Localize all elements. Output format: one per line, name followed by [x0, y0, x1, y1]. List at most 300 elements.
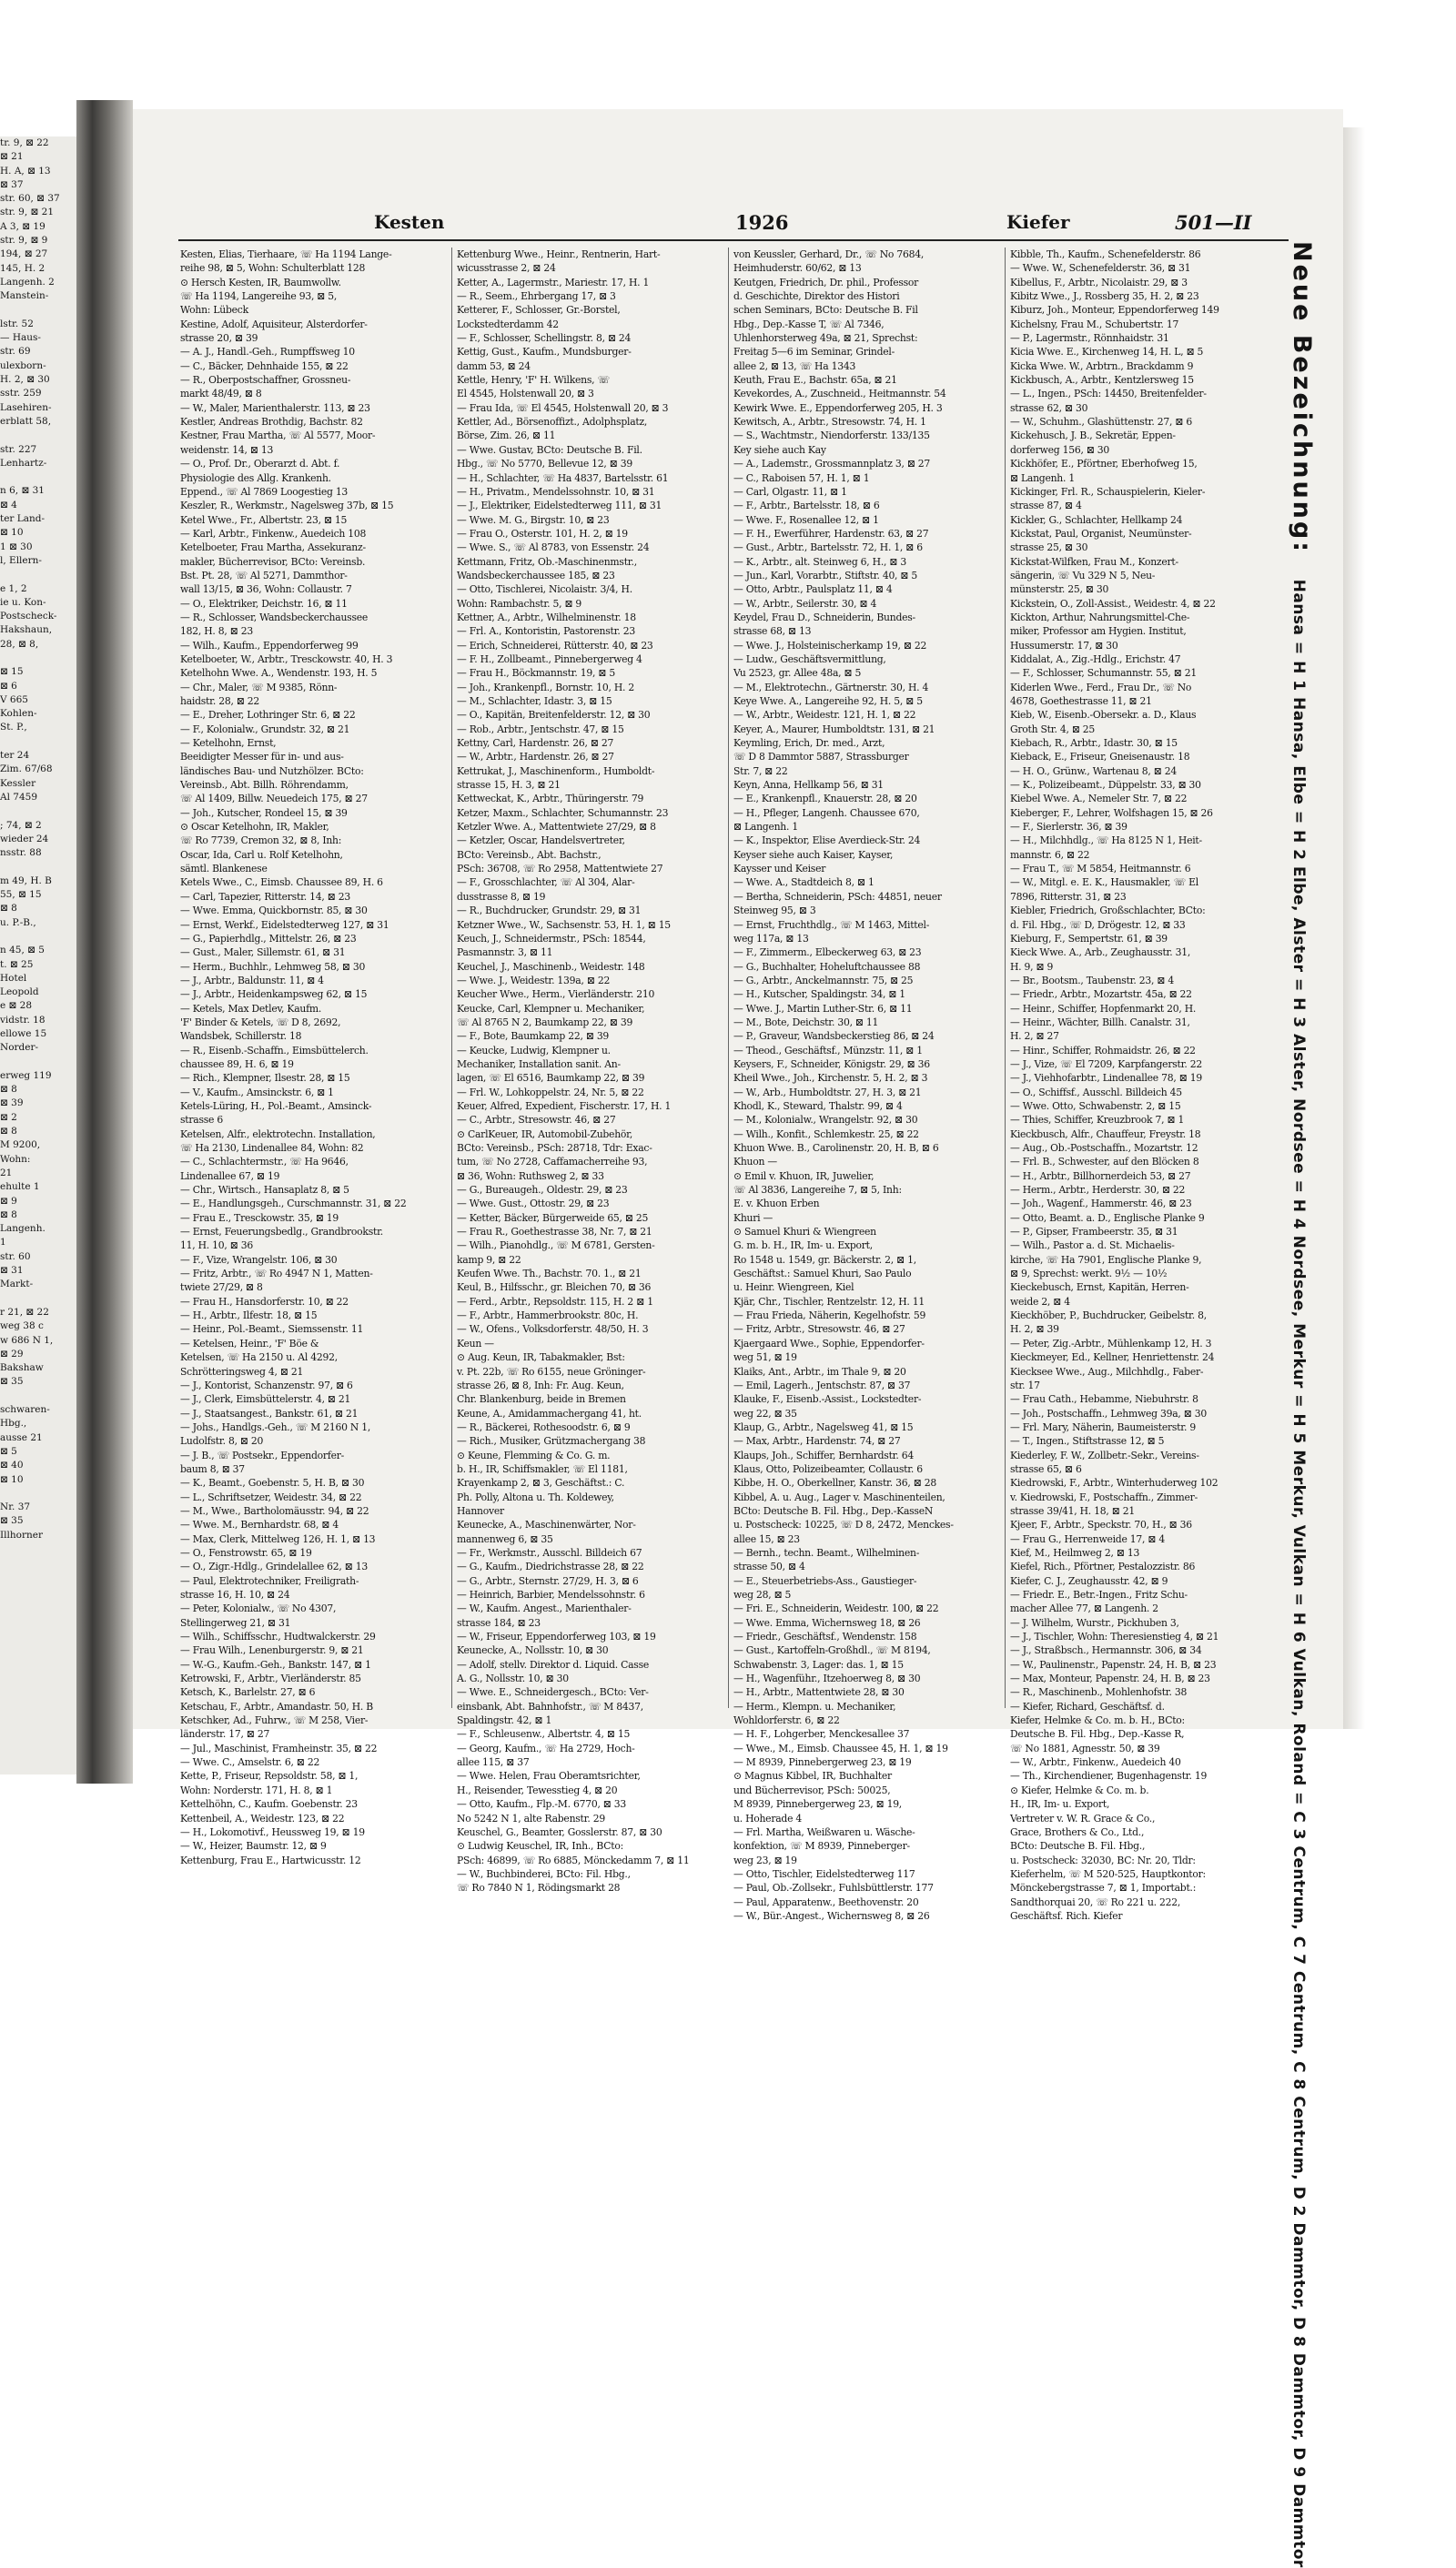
- directory-entry-line: — J., Straßbsch., Hermannstr. 306, ⊠ 34: [1010, 1644, 1202, 1657]
- left-page-fragment: ie u. Kon-: [0, 596, 46, 608]
- directory-entry-line: Kiefer, Helmke & Co. m. b. H., BCto:: [1010, 1714, 1185, 1727]
- directory-entry-line: u. Hoherade 4: [733, 1812, 803, 1825]
- directory-entry-line: Keydel, Frau D., Schneiderin, Bundes-: [733, 611, 915, 623]
- directory-entry-line: — M., Schlachter, Idastr. 3, ⊠ 15: [457, 695, 612, 707]
- directory-entry-line: strasse 20, ⊠ 39: [180, 332, 258, 345]
- directory-entry-line: — F., Schleusenw., Albertstr. 4, ⊠ 15: [457, 1728, 631, 1741]
- directory-entry-line: Keuth, Frau E., Bachstr. 65a, ⊠ 21: [733, 374, 897, 387]
- directory-entry-line: — Paul, Ob.-Zollsekr., Fuhlsbüttlerstr. 177: [733, 1882, 934, 1895]
- header-rule: [178, 239, 1289, 241]
- directory-entry-line: Keuschel, G., Beamter, Gosslerstr. 87, ⊠ 30: [457, 1825, 662, 1838]
- left-page-fragment: ⊠ 35: [0, 1376, 24, 1388]
- directory-entry-line: Ketzer, Maxm., Schlachter, Schumannstr. 23: [457, 806, 669, 819]
- directory-entry-line: Kettrukat, J., Maschinenform., Humboldt-: [457, 764, 655, 777]
- directory-entry-line: und Bücherrevisor, PSch: 50025,: [733, 1784, 891, 1796]
- directory-entry-line: — Jun., Karl, Vorarbtr., Stiftstr. 40, ⊠ 5: [733, 569, 918, 581]
- left-page-fragment: ⊠ 8: [0, 1084, 17, 1096]
- directory-entry-line: ☏ Ha 2130, Lindenallee 84, Wohn: 82: [180, 1142, 364, 1154]
- left-page-fragment: Hakshaun,: [0, 624, 53, 636]
- directory-entry-line: — Emil, Lagerh., Jentschstr. 87, ⊠ 37: [733, 1379, 911, 1391]
- directory-entry-line: — L., Schriftsetzer, Weidestr. 34, ⊠ 22: [180, 1491, 362, 1503]
- directory-entry-line: Kevekordes, A., Zuschneid., Heitmannstr. 54: [733, 388, 946, 400]
- directory-entry-line: Beeidigter Messer für in- und aus-: [180, 751, 344, 763]
- directory-entry-line: 4678, Goethestrasse 11, ⊠ 21: [1010, 695, 1152, 707]
- directory-entry-line: — Wwe. M., Bernhardstr. 68, ⊠ 4: [180, 1519, 339, 1532]
- directory-entry-line: ☏ Ro 7840 N 1, Rödingsmarkt 28: [457, 1882, 621, 1895]
- column-divider: [1005, 248, 1006, 1708]
- left-page-fragment: Leopold: [0, 986, 39, 998]
- left-page-fragment: Nr. 37: [0, 1501, 31, 1513]
- directory-entry-line: — Herm., Buchhlr., Lehmweg 58, ⊠ 30: [180, 960, 366, 973]
- directory-entry-line: — T., Ingen., Stiftstrasse 12, ⊠ 5: [1010, 1435, 1165, 1448]
- directory-entry-line: — R., Oberpostschaffner, Grossneu-: [180, 374, 351, 387]
- directory-entry-line: — W., Arb., Humboldtstr. 27, H. 3, ⊠ 21: [733, 1086, 922, 1098]
- left-page-fragment: [0, 1390, 76, 1403]
- directory-entry-line: Wohn: Norderstr. 171, H. 8, ⊠ 1: [180, 1784, 333, 1796]
- left-page-fragment: ⊠ 10: [0, 527, 24, 539]
- directory-entry-line: v. Pt. 22b, ☏ Ro 6155, neue Gröninger-: [457, 1365, 646, 1378]
- directory-entry-line: Kieckmeyer, Ed., Kellner, Henriettenstr. 24: [1010, 1351, 1215, 1364]
- directory-entry-line: — H., Schlachter, ☏ Ha 4837, Bartelsstr. 61: [457, 471, 669, 484]
- directory-entry-line: weidenstr. 14, ⊠ 13: [180, 443, 274, 456]
- directory-entry-line: Kichelsny, Frau M., Schubertstr. 17: [1010, 318, 1179, 330]
- directory-entry-line: Vereinsb., Abt. Billh. Röhrendamm,: [180, 779, 349, 792]
- directory-entry-line: — Joh., Krankenpfl., Bornstr. 10, H. 2: [457, 681, 634, 693]
- left-page-fragment: H. A, ⊠ 13: [0, 165, 51, 177]
- directory-entry-line: E. v. Khuon Erben: [733, 1198, 820, 1210]
- directory-entry-line: Geschäftst.: Samuel Khuri, Sao Paulo: [733, 1268, 912, 1280]
- directory-entry-line: mannstr. 6, ⊠ 22: [1010, 848, 1090, 861]
- directory-entry-line: — Wwe. S., ☏ Al 8783, von Essenstr. 24: [457, 541, 650, 554]
- directory-entry-line: — J. Wilhelm, Wurstr., Pickhuben 3,: [1010, 1616, 1179, 1629]
- directory-entry-line: Kieb, W., Eisenb.-Obersekr. a. D., Klaus: [1010, 709, 1197, 722]
- directory-entry-line: — Fr., Werkmstr., Ausschl. Billdeich 67: [457, 1546, 642, 1559]
- directory-entry-line: Ketzler Wwe. A., Mattentwiete 27/29, ⊠ 8: [457, 821, 656, 834]
- left-page-fragment: V 665: [0, 693, 28, 705]
- directory-entry-line: d. Geschichte, Direktor des Histori: [733, 290, 900, 303]
- directory-entry-line: strasse 39/41, H. 18, ⊠ 21: [1010, 1504, 1135, 1517]
- left-page-fragment: ⊠ 15: [0, 666, 24, 678]
- directory-entry-line: u. Heinr. Wiengreen, Kiel: [733, 1281, 854, 1294]
- directory-entry-line: mannenweg 6, ⊠ 35: [457, 1532, 553, 1545]
- directory-entry-line: Ro 1548 u. 1549, gr. Bäckerstr. 2, ⊠ 1,: [733, 1253, 916, 1266]
- directory-entry-line: Klaiks, Ant., Arbtr., im Thale 9, ⊠ 20: [733, 1365, 906, 1378]
- directory-entry-line: wall 13/15, ⊠ 36, Wohn: Collaustr. 7: [180, 583, 352, 596]
- directory-entry-line: — Peter, Zig.-Arbtr., Mühlenkamp 12, H. 3: [1010, 1337, 1212, 1350]
- left-page-fragment: wieder 24: [0, 833, 49, 844]
- directory-entry-line: H. 2, ⊠ 27: [1010, 1030, 1059, 1043]
- directory-entry-line: El 4545, Holstenwall 20, ⊠ 3: [457, 388, 594, 400]
- left-page-fragment: [0, 930, 76, 944]
- directory-entry-line: allee 15, ⊠ 23: [733, 1532, 800, 1545]
- directory-entry-line: — W., Heizer, Baumstr. 12, ⊠ 9: [180, 1840, 327, 1853]
- directory-entry-line: — F., Sierlerstr. 36, ⊠ 39: [1010, 821, 1127, 834]
- directory-entry-line: Ketelsen, Alfr., elektrotechn. Installation,: [180, 1127, 376, 1140]
- left-page-fragment: Langenh. 2: [0, 276, 55, 288]
- directory-entry-line: ⊙ Ludwig Keuschel, IR, Inh., BCto:: [457, 1840, 624, 1853]
- directory-entry-line: — E., Krankenpfl., Knauerstr. 28, ⊠ 20: [733, 793, 917, 805]
- directory-entry-line: — Ernst, Fruchthdlg., ☏ M 1463, Mittel-: [733, 918, 930, 931]
- directory-entry-line: — Heinr., Wächter, Billh. Canalstr. 31,: [1010, 1016, 1190, 1028]
- left-page-fragment: schwaren-: [0, 1404, 50, 1416]
- directory-entry-line: Khuri —: [733, 1211, 774, 1224]
- directory-entry-line: — Wwe. J., Martin Luther-Str. 6, ⊠ 11: [733, 1002, 913, 1015]
- directory-entry-line: Kieburg, F., Sempertstr. 61, ⊠ 39: [1010, 932, 1168, 945]
- directory-entry-line: lagen, ☏ El 6516, Baumkamp 22, ⊠ 39: [457, 1072, 645, 1085]
- directory-entry-line: — O., Kapitän, Breitenfelderstr. 12, ⊠ 30: [457, 709, 651, 722]
- directory-entry-line: Kjaergaard Wwe., Sophie, Eppendorfer-: [733, 1337, 925, 1350]
- directory-entry-line: Kicka Wwe. W., Arbtrn., Brackdamm 9: [1010, 359, 1194, 372]
- left-page-fragment: [0, 1292, 76, 1306]
- left-page-fragment: weg 38 c: [0, 1320, 44, 1332]
- directory-entry-line: Kiecksee Wwe., Aug., Milchhdlg., Faber-: [1010, 1365, 1204, 1378]
- directory-entry-line: G. m. b. H., IR, Im- u. Export,: [733, 1239, 873, 1252]
- left-page-fragment: 1 ⊠ 30: [0, 541, 33, 552]
- directory-entry-line: Kief, M., Heilmweg 2, ⊠ 13: [1010, 1546, 1140, 1559]
- directory-entry-line: 11, H. 10, ⊠ 36: [180, 1239, 253, 1252]
- directory-entry-line: — P., Gipser, Frambeerstr. 35, ⊠ 31: [1010, 1226, 1178, 1239]
- directory-entry-line: chaussee 89, H. 6, ⊠ 19: [180, 1057, 294, 1070]
- directory-entry-line: Ketsch, K., Barlelstr. 27, ⊠ 6: [180, 1686, 316, 1699]
- directory-entry-line: — Herm., Klempn. u. Mechaniker,: [733, 1700, 896, 1713]
- directory-entry-line: — Ketelhohn, Ernst,: [180, 737, 277, 750]
- directory-entry-line: ☏ Al 1409, Billw. Neuedeich 175, ⊠ 27: [180, 793, 368, 805]
- directory-entry-line: Kickstat, Paul, Organist, Neumünster-: [1010, 527, 1192, 540]
- left-page-fragment: ⊠ 29: [0, 1348, 24, 1360]
- left-page-fragment: Norder-: [0, 1042, 39, 1054]
- directory-entry-line: — Rob., Arbtr., Jentschstr. 47, ⊠ 15: [457, 723, 624, 735]
- directory-entry-line: — C., Bäcker, Dehnhaide 155, ⊠ 22: [180, 359, 349, 372]
- directory-entry-line: — Max, Arbtr., Hardenstr. 74, ⊠ 27: [733, 1435, 901, 1448]
- directory-entry-line: H., IR, Im- u. Export,: [1010, 1798, 1110, 1811]
- left-page-fragment: tr. 9, ⊠ 22: [0, 137, 49, 148]
- directory-entry-line: — Ferd., Arbtr., Repsoldstr. 115, H. 2 ⊠ 1: [457, 1295, 653, 1308]
- left-page-fragment: ⊠ 8: [0, 1126, 17, 1137]
- left-page-fragment: r 21, ⊠ 22: [0, 1306, 49, 1318]
- directory-entry-line: Börse, Zim. 26, ⊠ 11: [457, 430, 556, 442]
- directory-entry-line: Kicia Wwe. E., Kirchenweg 14, H. L, ⊠ 5: [1010, 346, 1204, 359]
- directory-entry-line: — G., Buchhalter, Hoheluftchaussee 88: [733, 960, 921, 973]
- directory-page: [133, 109, 1343, 2568]
- directory-entry-line: — W., Arbtr., Seilerstr. 30, ⊠ 4: [733, 597, 877, 610]
- directory-entry-line: Kickton, Arthur, Nahrungsmittel-Che-: [1010, 611, 1190, 623]
- directory-entry-line: strasse 184, ⊠ 23: [457, 1616, 541, 1629]
- directory-entry-line: — Frl. Martha, Weißwaren u. Wäsche-: [733, 1825, 915, 1838]
- directory-entry-line: — Wilh., Konfit., Schlemkestr. 25, ⊠ 22: [733, 1127, 919, 1140]
- directory-entry-line: Kettner, A., Arbtr., Wilhelminenstr. 18: [457, 611, 636, 623]
- directory-entry-line: Kickbusch, A., Arbtr., Kentzlersweg 15: [1010, 374, 1194, 387]
- directory-entry-line: Kibellus, F., Arbtr., Nicolaistr. 29, ⊠ 3: [1010, 276, 1188, 288]
- directory-entry-line: Kettenburg Wwe., Heinr., Rentnerin, Hart-: [457, 248, 661, 260]
- directory-entry-line: strasse 26, ⊠ 8, Inh: Fr. Aug. Keun,: [457, 1379, 624, 1391]
- directory-entry-line: — Kiefer, Richard, Geschäftsf. d.: [1010, 1700, 1165, 1713]
- directory-entry-line: Kieback, E., Friseur, Gneisenaustr. 18: [1010, 751, 1190, 763]
- directory-entry-line: Kettmann, Fritz, Ob.-Maschinenmstr.,: [457, 555, 637, 568]
- directory-entry-line: allee 115, ⊠ 37: [457, 1756, 530, 1769]
- directory-entry-line: — W., Bür.-Angest., Wichernsweg 8, ⊠ 26: [733, 1909, 930, 1922]
- directory-entry-line: ⊙ Magnus Kibbel, IR, Buchhalter: [733, 1770, 892, 1783]
- directory-entry-line: — M., Bote, Deichstr. 30, ⊠ 11: [733, 1016, 879, 1028]
- directory-entry-line: — Friedr., Arbtr., Mozartstr. 45a, ⊠ 22: [1010, 988, 1192, 1001]
- left-page-fragment: H. 2, ⊠ 30: [0, 374, 50, 386]
- directory-entry-line: — R., Schlosser, Wandsbeckerchaussee: [180, 611, 369, 623]
- directory-entry-line: — G., Arbtr., Anckelmannstr. 75, ⊠ 25: [733, 974, 914, 986]
- directory-entry-line: weg 23, ⊠ 19: [733, 1854, 797, 1866]
- directory-entry-line: Kaysser und Keiser: [733, 863, 826, 875]
- directory-entry-line: münsterstr. 25, ⊠ 30: [1010, 583, 1109, 596]
- directory-entry-line: — Bernh., techn. Beamt., Wilhelminen-: [733, 1546, 920, 1559]
- directory-entry-line: — J. B., ☏ Postsekr., Eppendorfer-: [180, 1449, 345, 1461]
- column-divider: [728, 248, 729, 1708]
- directory-entry-line: Keuer, Alfred, Expedient, Fischerstr. 17, H. 1: [457, 1099, 672, 1112]
- directory-entry-line: u. Postscheck: 32030, BC: Nr. 20, Tldr:: [1010, 1854, 1196, 1866]
- directory-entry-line: — Wwe. Gust., Ottostr. 29, ⊠ 23: [457, 1198, 610, 1210]
- directory-entry-line: Vu 2523, gr. Allee 48a, ⊠ 5: [733, 667, 862, 680]
- left-page-fragment: ⊠ 8: [0, 1208, 17, 1220]
- directory-entry-line: Kiebler, Friedrich, Großschlachter, BCto:: [1010, 905, 1206, 917]
- directory-entry-line: Kettle, Henry, 'F' H. Wilkens, ☏: [457, 374, 610, 387]
- directory-entry-line: — K., Polizeibeamt., Düppelstr. 33, ⊠ 30: [1010, 779, 1201, 792]
- left-page-fragment: Kohlen-: [0, 708, 37, 720]
- directory-entry-line: — Frau R., Goethestrasse 38, Nr. 7, ⊠ 21: [457, 1226, 652, 1239]
- directory-entry-line: Ph. Polly, Altona u. Th. Koldewey,: [457, 1491, 614, 1503]
- left-page-fragment: Markt-: [0, 1279, 34, 1290]
- directory-entry-line: ⊙ CarlKeuer, IR, Automobil-Zubehör,: [457, 1127, 633, 1140]
- directory-entry-line: — Joh., Postschaffn., Lehmweg 39a, ⊠ 30: [1010, 1407, 1207, 1420]
- directory-entry-line: — Wwe. E., Schneidergesch., BCto: Ver-: [457, 1686, 649, 1699]
- directory-entry-line: Key siehe auch Kay: [733, 443, 826, 456]
- left-page-fragment: str. 227: [0, 443, 37, 455]
- directory-entry-line: Heimhuderstr. 60/62, ⊠ 13: [733, 262, 862, 275]
- directory-entry-line: Kieferhelm, ☏ M 520-525, Hauptkontor:: [1010, 1867, 1206, 1880]
- directory-entry-line: Kibitz Wwe., J., Rossberg 35, H. 2, ⊠ 23: [1010, 290, 1199, 303]
- directory-entry-line: — W., Maler, Marienthalerstr. 113, ⊠ 23: [180, 401, 370, 414]
- directory-entry-line: Ketzner Wwe., W., Sachsenstr. 53, H. 1, ⊠ 15: [457, 918, 671, 931]
- directory-entry-line: — Ernst, Werkf., Eidelstedterweg 127, ⊠ 31: [180, 918, 389, 931]
- directory-entry-line: Wohn: Lübeck: [180, 304, 248, 317]
- left-page-fragment: w 686 N 1,: [0, 1334, 54, 1346]
- directory-entry-line: — Joh., Wagenf., Hammerstr. 46, ⊠ 23: [1010, 1198, 1192, 1210]
- directory-entry-line: — H., Wagenführ., Itzehoerweg 8, ⊠ 30: [733, 1673, 921, 1685]
- left-page-fragment: Lenhartz-: [0, 457, 47, 469]
- directory-entry-line: Lockstedterdamm 42: [457, 318, 559, 330]
- directory-entry-line: H. 9, ⊠ 9: [1010, 960, 1054, 973]
- directory-entry-line: — F., Vize, Wrangelstr. 106, ⊠ 30: [180, 1253, 338, 1266]
- directory-entry-line: strasse 50, ⊠ 4: [733, 1561, 805, 1573]
- directory-entry-line: Groth Str. 4, ⊠ 25: [1010, 723, 1096, 735]
- directory-entry-line: Kieck Wwe. A., Arb., Zeughausstr. 31,: [1010, 946, 1191, 959]
- directory-entry-line: — C., Raboisen 57, H. 1, ⊠ 1: [733, 471, 870, 484]
- directory-entry-line: BCto: Vereinsb., Abt. Bachstr.,: [457, 848, 602, 861]
- left-page-fragment: Hotel: [0, 972, 27, 984]
- directory-entry-line: Keun —: [457, 1337, 494, 1350]
- left-page-fragment: [0, 652, 76, 665]
- directory-entry-line: Keyser siehe auch Kaiser, Kayser,: [733, 848, 894, 861]
- left-page-fragment: Postscheck-: [0, 611, 57, 622]
- directory-entry-line: BCto: Deutsche B. Fil. Hbg.,: [1010, 1840, 1146, 1853]
- directory-entry-line: sängerin, ☏ Vu 329 N 5, Neu-: [1010, 569, 1156, 581]
- directory-entry-line: — F., Schlosser, Schellingstr. 8, ⊠ 24: [457, 332, 632, 345]
- directory-entry-line: — Wilh., Pianohdlg., ☏ M 6781, Gersten-: [457, 1239, 655, 1252]
- directory-entry-line: — F. H., Zollbeamt., Pinnebergerweg 4: [457, 652, 642, 665]
- directory-entry-line: ⊙ Hersch Kesten, IR, Baumwollw.: [180, 276, 341, 288]
- left-page-fragment: erblatt 58,: [0, 415, 52, 427]
- directory-entry-line: länderstr. 17, ⊠ 27: [180, 1728, 270, 1741]
- left-page-fragment: ellowe 15: [0, 1028, 47, 1039]
- directory-entry-line: Keucher Wwe., Herm., Vierländerstr. 210: [457, 988, 655, 1001]
- column-divider: [451, 248, 452, 1708]
- side-notice-body: Hansa = H 1 Hansa, Elbe = H 2 Elbe, Alster = H 3 Alster, Nordsee = H 4 Nordsee, Merkur = H 5 Merkur, Vulkan = H 6 Vulkan, Roland = C 3 Centrum, C 7 Centrum, C 8 Centrum, D 2 Dammtor, D 8 Dammtor, D 9 Dammtor: [1289, 579, 1308, 2568]
- directory-entry-line: Kettweckat, K., Arbtr., Thüringerstr. 79: [457, 793, 644, 805]
- directory-entry-line: Kiederley, F. W., Zollbetr.-Sekr., Vereins-: [1010, 1449, 1199, 1461]
- left-page-fragment: vidstr. 18: [0, 1014, 46, 1026]
- directory-entry-line: Kieckbusch, Alfr., Chauffeur, Freystr. 18: [1010, 1127, 1201, 1140]
- directory-entry-line: ⊠ Langenh. 1: [733, 821, 798, 834]
- directory-entry-line: Keszler, R., Werkmstr., Nagelsweg 37b, ⊠ 15: [180, 500, 394, 512]
- directory-entry-line: — W., Arbtr., Weidestr. 121, H. 1, ⊠ 22: [733, 709, 916, 722]
- left-page-fragment: [0, 804, 76, 818]
- directory-entry-line: Ketrowski, F., Arbtr., Vierländerstr. 85: [180, 1673, 361, 1685]
- directory-entry-line: Kiefer, C. J., Zeughausstr. 42, ⊠ 9: [1010, 1574, 1168, 1587]
- directory-entry-line: Keyer, A., Maurer, Humboldtstr. 131, ⊠ 21: [733, 723, 935, 735]
- directory-entry-line: — F., Schlosser, Schumannstr. 55, ⊠ 21: [1010, 667, 1197, 680]
- running-head: [178, 211, 1289, 238]
- directory-entry-line: No 5242 N 1, alte Rabenstr. 29: [457, 1812, 605, 1825]
- directory-entry-line: ⊙ Samuel Khuri & Wiengreen: [733, 1226, 876, 1239]
- directory-entry-line: weg 51, ⊠ 19: [733, 1351, 797, 1364]
- directory-entry-line: Vertreter v. W. R. Grace & Co.,: [1010, 1812, 1156, 1825]
- directory-entry-line: Hannover: [457, 1504, 504, 1517]
- left-page-fragment: Manstein-: [0, 290, 49, 302]
- directory-entry-line: — Otto, Beamt. a. D., Englische Planke 9: [1010, 1211, 1205, 1224]
- directory-entry-line: — C., Schlachtermstr., ☏ Ha 9646,: [180, 1156, 349, 1168]
- left-page-fragment: m 49, H. B: [0, 875, 52, 886]
- directory-entry-line: — J., Vize, ☏ El 7209, Karpfangerstr. 22: [1010, 1057, 1202, 1070]
- directory-entry-line: Khuon —: [733, 1156, 777, 1168]
- left-page-fragment: ⊠ 4: [0, 499, 17, 511]
- directory-entry-line: Spaldingstr. 42, ⊠ 1: [457, 1714, 552, 1727]
- directory-entry-line: — Frau Wilh., Lenenburgerstr. 9, ⊠ 21: [180, 1644, 364, 1657]
- directory-entry-line: — H. O., Grünw., Wartenau 8, ⊠ 24: [1010, 764, 1177, 777]
- directory-entry-line: — Frau E., Tresckowstr. 35, ⊠ 19: [180, 1211, 339, 1224]
- directory-entry-line: weg 22, ⊠ 35: [733, 1407, 797, 1420]
- directory-entry-line: ⊙ Aug. Keun, IR, Tabakmakler, Bst:: [457, 1351, 625, 1364]
- directory-entry-line: — O., Schiffsf., Ausschl. Billdeich 45: [1010, 1086, 1182, 1098]
- left-page-fragment: [0, 1056, 76, 1069]
- directory-entry-line: — R., Bäckerei, Rothesoodstr. 6, ⊠ 9: [457, 1420, 631, 1433]
- directory-entry-line: — Ketelsen, Heinr., 'F' Böe &: [180, 1337, 319, 1350]
- directory-entry-line: Hbg., ☏ No 5770, Bellevue 12, ⊠ 39: [457, 458, 633, 470]
- directory-entry-line: — Wwe. Gustav, BCto: Deutsche B. Fil.: [457, 443, 642, 456]
- directory-entry-line: Stellingerweg 21, ⊠ 31: [180, 1616, 291, 1629]
- directory-entry-line: Kettenbeil, A., Weidestr. 123, ⊠ 22: [180, 1812, 345, 1825]
- directory-entry-line: — M., Kolonialw., Wrangelstr. 92, ⊠ 30: [733, 1114, 918, 1127]
- directory-entry-line: weide 2, ⊠ 4: [1010, 1295, 1070, 1308]
- directory-entry-line: — H. F., Lohgerber, Menckesallee 37: [733, 1728, 910, 1741]
- directory-entry-line: Kewitsch, A., Arbtr., Stresowstr. 74, H. 1: [733, 416, 926, 429]
- directory-entry-line: — Ernst, Feuerungsbedlg., Grandbrookstr.: [180, 1226, 383, 1239]
- directory-entry-line: — Carl, Tapezier, Ritterstr. 14, ⊠ 23: [180, 890, 350, 903]
- directory-entry-line: Pasmannstr. 3, ⊠ 11: [457, 946, 553, 959]
- directory-entry-line: — Frau H., Hansdorferstr. 10, ⊠ 22: [180, 1295, 349, 1308]
- left-page-fragment: Lasehiren-: [0, 401, 52, 413]
- directory-entry-line: — Frau T., ☏ M 5854, Heitmannstr. 6: [1010, 863, 1191, 875]
- left-page-fragment: e 1, 2: [0, 582, 27, 594]
- directory-entry-line: — W., Mitgl. e. E. K., Hausmakler, ☏ El: [1010, 876, 1198, 889]
- directory-entry-line: PSch: 46899, ☏ Ro 6885, Mönckedamm 7, ⊠ 11: [457, 1854, 690, 1866]
- directory-entry-line: allee 2, ⊠ 13, ☏ Ha 1343: [733, 359, 856, 372]
- directory-entry-line: Kieberger, F., Lehrer, Wolfshagen 15, ⊠ 26: [1010, 806, 1213, 819]
- directory-entry-line: — A., Lademstr., Grossmannplatz 3, ⊠ 27: [733, 458, 931, 470]
- left-page-fragment: ⊠ 2: [0, 1111, 17, 1123]
- directory-entry-line: Kettny, Carl, Hardenstr. 26, ⊠ 27: [457, 737, 614, 750]
- directory-entry-line: — Thies, Schiffer, Kreuzbrook 7, ⊠ 1: [1010, 1114, 1185, 1127]
- directory-entry-line: strasse 25, ⊠ 30: [1010, 541, 1088, 554]
- directory-entry-line: — H., Kutscher, Spaldingstr. 34, ⊠ 1: [733, 988, 905, 1001]
- left-page-fragment: [0, 429, 76, 442]
- left-page-fragment: St. P.,: [0, 722, 27, 733]
- left-page-fragment: A 3, ⊠ 19: [0, 220, 46, 232]
- directory-entry-line: — Wwe. J., Weidestr. 139a, ⊠ 22: [457, 974, 611, 986]
- directory-entry-line: — M 8939, Pinnebergerweg 23, ⊠ 19: [733, 1756, 912, 1769]
- directory-entry-line: — J., Kontorist, Schanzenstr. 97, ⊠ 6: [180, 1379, 353, 1391]
- directory-entry-line: — Otto, Arbtr., Paulsplatz 11, ⊠ 4: [733, 583, 893, 596]
- directory-entry-line: — H., Milchhdlg., ☏ Ha 8125 N 1, Heit-: [1010, 834, 1202, 847]
- directory-entry-line: — Frau G., Herrenweide 17, ⊠ 4: [1010, 1532, 1165, 1545]
- directory-entry-line: — Fritz, Arbtr., Stresowstr. 46, ⊠ 27: [733, 1323, 905, 1336]
- directory-entry-line: Wohn: Rambachstr. 5, ⊠ 9: [457, 597, 582, 610]
- directory-entry-line: Uhlenhorsterweg 49a, ⊠ 21, Sprechst:: [733, 332, 918, 345]
- left-page-fragment: ⊠ 35: [0, 1515, 24, 1527]
- left-page-fragment: Langenh.: [0, 1223, 46, 1235]
- directory-entry-line: — Frau Ida, ☏ El 4545, Holstenwall 20, ⊠ 3: [457, 401, 669, 414]
- directory-entry-line: Keysers, F., Schneider, Königstr. 29, ⊠ 36: [733, 1057, 930, 1070]
- directory-entry-line: — H., Lokomotivf., Heussweg 19, ⊠ 19: [180, 1825, 365, 1838]
- directory-entry-line: Kieckhöber, P., Buchdrucker, Geibelstr. 8,: [1010, 1309, 1207, 1322]
- left-page-fragment: Bakshaw: [0, 1362, 44, 1374]
- directory-entry-line: — Frl. A., Kontoristin, Pastorenstr. 23: [457, 625, 635, 638]
- directory-entry-line: u. Postscheck: 10225, ☏ D 8, 2472, Menckes-: [733, 1519, 954, 1532]
- left-page-fragment: str. 69: [0, 346, 31, 358]
- directory-entry-line: miker, Professor am Hygien. Institut,: [1010, 625, 1187, 638]
- directory-entry-line: Grace, Brothers & Co., Ltd.,: [1010, 1825, 1145, 1838]
- left-page-fragment: ⊠ 10: [0, 1473, 24, 1485]
- directory-entry-line: — G., Kaufm., Diedrichstrasse 28, ⊠ 22: [457, 1561, 644, 1573]
- left-page-fragment: ⊠ 39: [0, 1097, 24, 1109]
- left-page-fragment: ; 74, ⊠ 2: [0, 819, 42, 831]
- directory-entry-line: Kesten, Elias, Tierhaare, ☏ Ha 1194 Lange-: [180, 248, 392, 260]
- directory-entry-line: schen Seminars, BCto: Deutsche B. Fil: [733, 304, 918, 317]
- directory-entry-line: — W., Buchbinderei, BCto: Fil. Hbg.,: [457, 1867, 631, 1880]
- directory-entry-line: Klaup, G., Arbtr., Nagelsweg 41, ⊠ 15: [733, 1420, 914, 1433]
- directory-entry-line: Geschäftsf. Rich. Kiefer: [1010, 1909, 1123, 1922]
- directory-entry-line: Kieckebusch, Ernst, Kapitän, Herren-: [1010, 1281, 1189, 1294]
- directory-entry-line: Kestine, Adolf, Aquisiteur, Alsterdorfer-: [180, 318, 368, 330]
- directory-entry-line: — J., Viehhofarbtr., Lindenallee 78, ⊠ 19: [1010, 1072, 1202, 1085]
- directory-entry-line: strasse 16, H. 10, ⊠ 24: [180, 1589, 290, 1601]
- directory-entry-line: — G., Papierhdlg., Mittelstr. 26, ⊠ 23: [180, 932, 357, 945]
- directory-entry-line: — Joh., Kutscher, Rondeel 15, ⊠ 39: [180, 806, 348, 819]
- directory-entry-line: — Wwe. Helen, Frau Oberamtsrichter,: [457, 1770, 641, 1783]
- directory-entry-line: — Fri. E., Schneiderin, Weidestr. 100, ⊠ 22: [733, 1602, 939, 1615]
- directory-entry-line: — H., Arbtr., Billhornerdeich 53, ⊠ 27: [1010, 1169, 1191, 1182]
- directory-entry-line: einsbank, Abt. Bahnhofstr., ☏ M 8437,: [457, 1700, 643, 1713]
- directory-entry-line: wicusstrasse 2, ⊠ 24: [457, 262, 556, 275]
- directory-entry-line: — Wwe. W., Schenefelderstr. 36, ⊠ 31: [1010, 262, 1191, 275]
- directory-entry-line: ⊙ Kiefer, Helmke & Co. m. b.: [1010, 1784, 1149, 1796]
- directory-entry-line: Kibbel, A. u. Aug., Lager v. Maschinenteilen,: [733, 1491, 945, 1503]
- directory-entry-line: — K., Beamt., Goebenstr. 5, H. B, ⊠ 30: [180, 1477, 365, 1490]
